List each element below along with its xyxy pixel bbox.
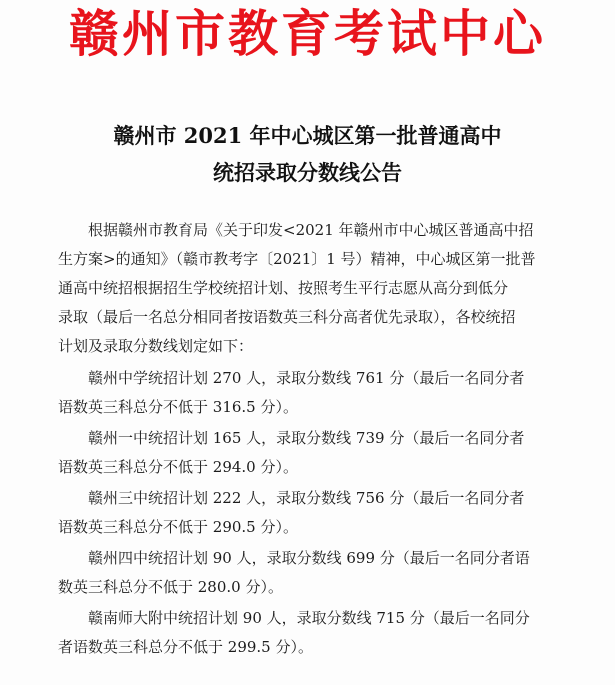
school-entry-ganzhou-no1	[58, 424, 578, 482]
school-entry-ganzhou-no4	[58, 544, 578, 602]
intro-line: 通高中统招根据招生学校统招计划、按照考生平行志愿从高分到低分	[58, 279, 509, 297]
school-entry-gannan-normal-affiliated	[58, 604, 578, 662]
entry-line: 语数英三科总分不低于 294.0 分）。	[58, 458, 298, 476]
intro-line: 录取（最后一名总分相同者按语数英三科分高者优先录取），各校统招	[58, 308, 516, 326]
entry-line: 者语数英三科总分不低于 299.5 分）。	[58, 638, 313, 656]
intro-line: 生方案>的通知》（赣市教考字〔2021〕1 号）精神，中心城区第一批普	[58, 250, 536, 268]
entry-line: 赣州一中统招计划 165 人，录取分数线 739 分（最后一名同分者	[88, 429, 525, 447]
entry-line: 赣州四中统招计划 90 人，录取分数线 699 分（最后一名同分者语	[88, 549, 530, 567]
intro-line: 计划及录取分数线划定如下：	[58, 337, 254, 355]
notice-title-line-2: 统招录取分数线公告	[213, 160, 402, 185]
school-entry-ganzhou-no3	[58, 484, 578, 542]
entry-line: 赣州中学统招计划 270 人，录取分数线 761 分（最后一名同分者	[88, 369, 525, 387]
school-entry-ganzhou-middle	[58, 364, 578, 422]
masthead-title: 赣州市教育考试中心	[69, 4, 546, 63]
entry-line: 赣南师大附中统招计划 90 人，录取分数线 715 分（最后一名同分	[88, 609, 530, 627]
entry-line: 数英三科总分不低于 280.0 分）。	[58, 578, 283, 596]
entry-line: 赣州三中统招计划 222 人，录取分数线 756 分（最后一名同分者	[88, 489, 525, 507]
intro-paragraph	[58, 216, 564, 361]
intro-line: 根据赣州市教育局《关于印发<2021 年赣州市中心城区普通高中招	[88, 221, 534, 239]
entry-line: 语数英三科总分不低于 290.5 分）。	[58, 518, 298, 536]
notice-title-line-1: 赣州市 2021 年中心城区第一批普通高中	[113, 123, 502, 148]
entry-line: 语数英三科总分不低于 316.5 分）。	[58, 398, 298, 416]
